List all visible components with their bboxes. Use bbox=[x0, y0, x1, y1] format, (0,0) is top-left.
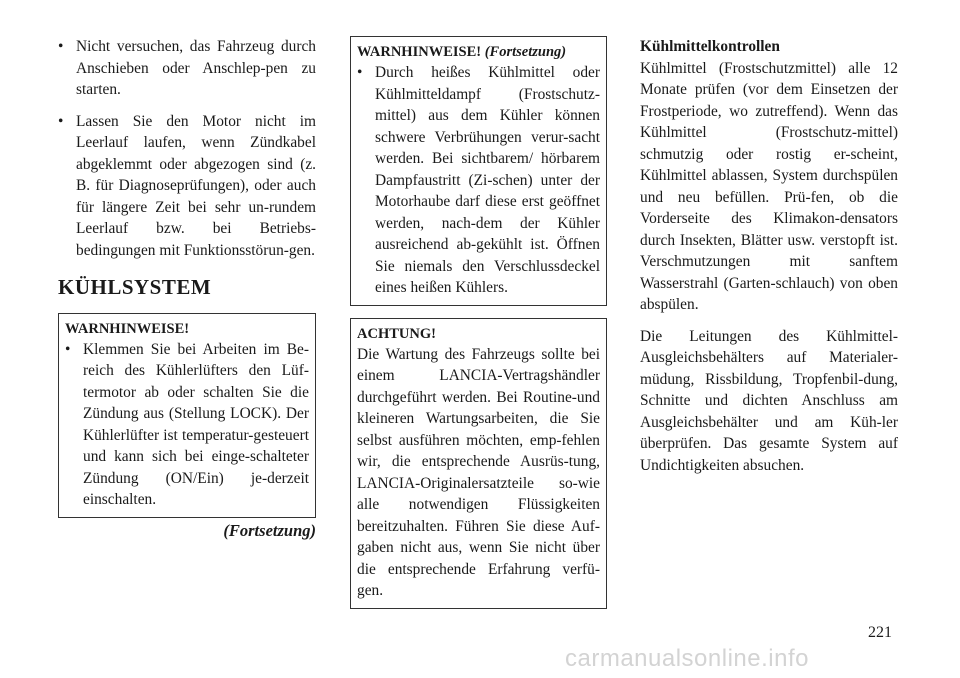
column-middle bbox=[350, 36, 607, 609]
list-item: • Nicht versuchen, das Fahrzeug durch Anschieben oder Anschlep-pen zu starten. bbox=[58, 38, 316, 98]
warning-title: WARNHINWEISE! (Fortsetzung) bbox=[357, 44, 567, 60]
column-left bbox=[58, 36, 316, 541]
list-item: • Klemmen Sie bei Arbeiten im Be-reich des Kühlerlüfters den Lüf-termotor ab oder schalten Sie die Zündung aus (Stellung LOCK). Der Kühlerlüfter ist temperatur-gesteuert und kann sich bei einge-schalteter Zündung (ON/Ein) je-derzeit einschalten. bbox=[65, 340, 309, 508]
list-item: • Lassen Sie den Motor nicht im Leerlauf laufen, wenn Zündkabel abgeklemmt oder abgezogen sind (z. B. für Diagnoseprüfungen), oder auch für längere Zeit bei sehr un-rundem Leerlauf bzw. bei Betriebs-bedingungen mit Funktionsstörun-gen. bbox=[58, 112, 316, 259]
warning-box bbox=[58, 313, 316, 518]
bullet-list bbox=[58, 36, 316, 261]
bullet-icon: • bbox=[357, 64, 363, 81]
bullet-icon: • bbox=[58, 112, 64, 130]
caution-box bbox=[350, 318, 607, 609]
page-number: 221 bbox=[868, 624, 892, 641]
column-right bbox=[640, 36, 898, 486]
caution-text: Die Wartung des Fahrzeugs sollte bei einem LANCIA-Vertragshändler durchgeführt werden. Bei Routine-und kleineren Wartungsarbeiten, die Sie selbst ausführen möchten, emp-fehlen wir, die entsprechende Ausrüs-tung, LANCIA-Originalersatzteile so-wie alle notwendigen Flüssigkeiten bereitzuhalten. Führen Sie diese Auf-gaben nicht aus, wenn Sie nicht über die entsprechende Erfahrung verfü-gen. bbox=[357, 345, 600, 599]
warning-box-continued bbox=[350, 36, 607, 306]
section-heading: KÜHLSYSTEM bbox=[58, 275, 212, 299]
paragraph: Die Leitungen des Kühlmittel-Ausgleichsbehälters auf Materialer-müdung, Rissbildung, Tropfenbil-dung, Schnitte und dichten Anschluss am Ausgleichsbehälter und am Küh-ler überprüfen. Das gesamte System auf Undichtigkeiten absuchen. bbox=[640, 327, 898, 474]
watermark: carmanualsonline.info bbox=[565, 645, 809, 672]
caution-title: ACHTUNG! bbox=[357, 325, 436, 342]
list-item: • Durch heißes Kühlmittel oder Kühlmitteldampf (Frostschutz-mittel) aus dem Kühler können schwere Verbrühungen verur-sacht werden. Bei sichtbarem/ hörbarem Dampfaustritt (Zi-schen) unter der Motorhaube darf diese erst geöffnet werden, nach-dem der Kühler ausreichend ab-gekühlt ist. Öffnen Sie niemals den Verschlussdeckel eines heißen Kühlers. bbox=[357, 64, 600, 296]
bullet-icon: • bbox=[65, 340, 71, 358]
continued-label: (Fortsetzung) bbox=[223, 520, 316, 540]
subheading: Kühlmittelkontrollen bbox=[640, 38, 780, 55]
warning-title: WARNHINWEISE! bbox=[65, 320, 190, 337]
bullet-icon: • bbox=[58, 38, 64, 55]
paragraph: Kühlmittel (Frostschutzmittel) alle 12 Monate prüfen (vor dem Einsetzen der Frostperiode, wo zutreffend). Wenn das Kühlmittel (Frostschutz-mittel) schmutzig oder rostig er-scheint, Kühlmittel ablassen, System durchspülen und neu befüllen. Prü-fen, ob die Vorderseite des Klimakon-densators durch Insekten, Blätter usw. verstopft ist. Verschmutzungen mit sanftem Wasserstrahl (Garten-schlauch) von oben abspülen. bbox=[640, 59, 898, 313]
